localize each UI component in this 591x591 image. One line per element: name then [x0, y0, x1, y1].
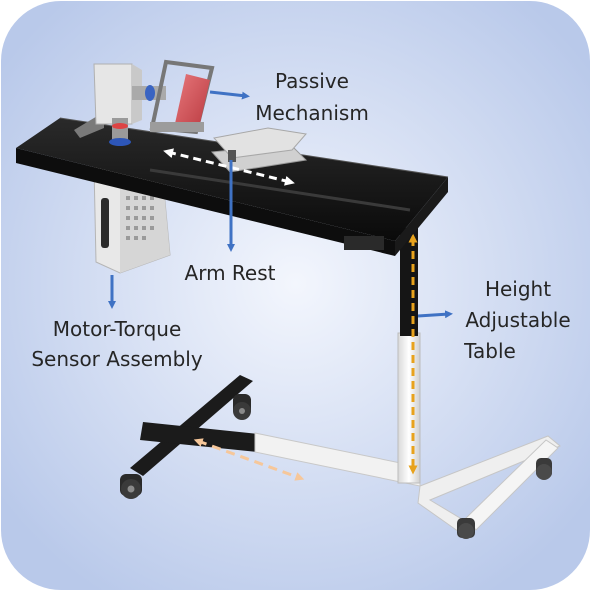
arrow-height: [418, 314, 449, 316]
label-arm-rest: Arm Rest: [184, 261, 276, 285]
coupling-ring: [109, 138, 131, 146]
label-motor-line2: Sensor Assembly: [31, 347, 203, 371]
motor-body: [94, 64, 132, 124]
label-passive-line1: Passive: [275, 69, 349, 93]
caster-front-left: [120, 474, 142, 499]
label-motor-line1: Motor-Torque: [52, 317, 182, 341]
pole: [398, 228, 420, 483]
caster-back-right: [536, 458, 552, 480]
label-height-line3: Table: [464, 339, 516, 363]
label-height-line1: Height: [484, 277, 552, 301]
label-height-line2: Adjustable: [465, 308, 571, 332]
label-passive-line2: Mechanism: [255, 101, 369, 125]
motor-side-slot: [101, 198, 109, 248]
caster-front-right: [457, 518, 475, 539]
caster-back-left: [233, 394, 251, 420]
pole-white-lower: [398, 333, 420, 483]
